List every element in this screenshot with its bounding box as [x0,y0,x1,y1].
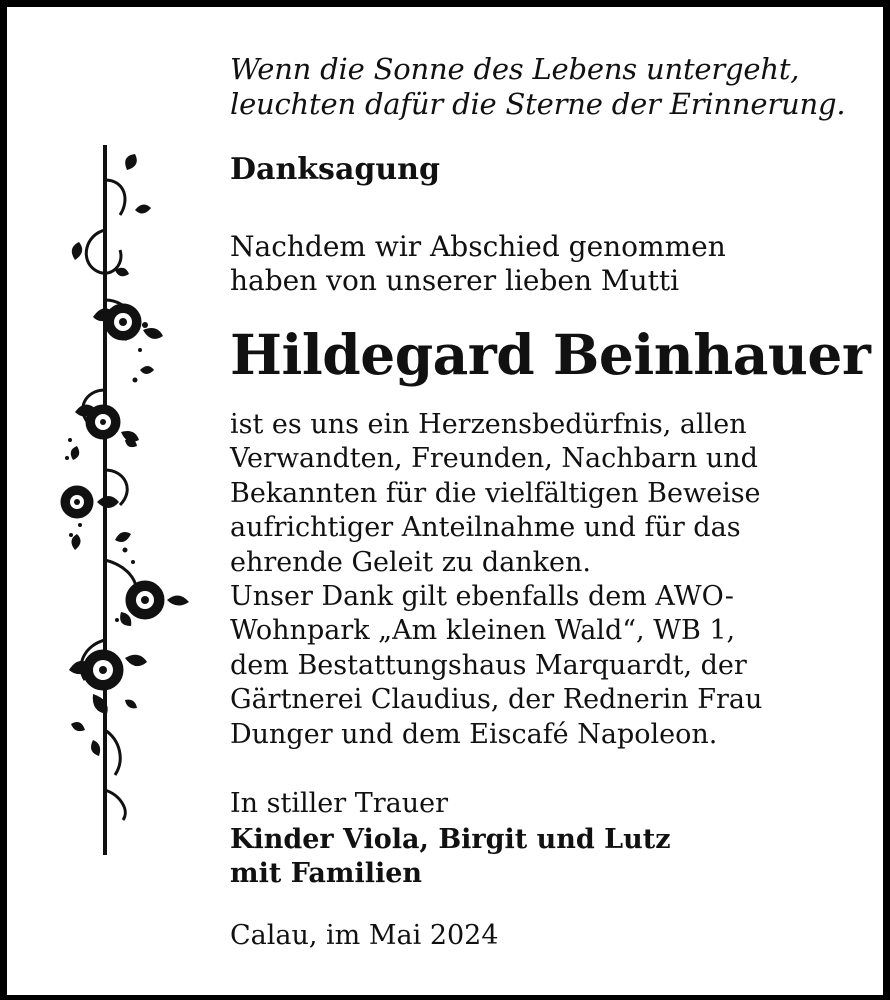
body-line: Dunger und dem Eiscafé Napoleon. [230,718,718,750]
signers-line-2: mit Familien [230,858,423,889]
body-line: Verwandten, Freunden, Nachbarn und [230,443,758,475]
body-line: ist es uns ein Herzensbedürfnis, allen [230,409,747,440]
heading: Danksagung [230,152,440,187]
mourning-phrase: In stiller Trauer [230,788,449,819]
place-date: Calau, im Mai 2024 [230,920,499,951]
body-line: Unser Dank gilt ebenfalls dem AWO- [230,581,734,613]
body-line: aufrichtiger Anteilnahme und für das [230,512,741,544]
body-line: ehrende Geleit zu danken. [230,546,591,578]
rose-vine-icon [45,140,195,860]
body-line: Wohnpark „Am kleinen Wald“, WB 1, [230,615,736,647]
intro-line-2: haben von unserer lieben Mutti [230,264,680,297]
signers-line-1: Kinder Viola, Birgit und Lutz [230,824,671,855]
motto-quote [230,52,845,122]
motto-line-2: leuchten dafür die Sterne der Erinnerung. [230,87,846,121]
body-line: Bekannten für die vielfältigen Beweise [230,477,761,509]
signers [230,823,671,891]
intro-text [230,230,726,298]
body-line: Gärtnerei Claudius, der Rednerin Frau [230,684,763,716]
deceased-name: Hildegard Beinhauer [230,322,871,387]
body-line: dem Bestattungshaus Marquardt, der [230,649,747,681]
motto-line-1: Wenn die Sonne des Lebens untergeht, [230,52,800,86]
intro-line-1: Nachdem wir Abschied genommen [230,230,726,263]
thanks-body [230,408,762,752]
